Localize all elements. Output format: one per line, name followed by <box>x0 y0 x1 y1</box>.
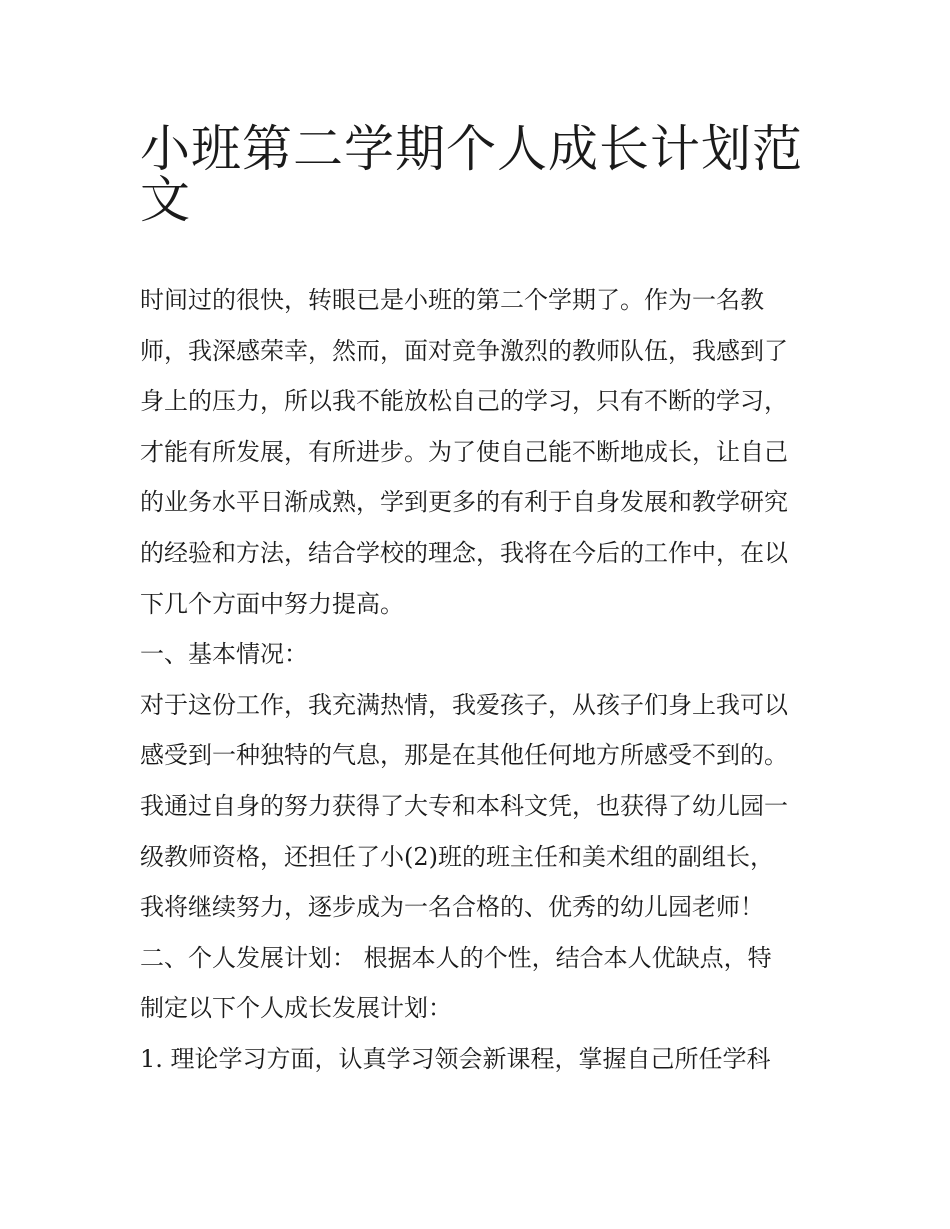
body-line: 级教师资格，还担任了小(2)班的班主任和美术组的副组长， <box>140 842 774 871</box>
body-line: 下几个方面中努力提高。 <box>140 589 404 618</box>
document-title <box>140 112 820 229</box>
body-line: 身上的压力，所以我不能放松自己的学习，只有不断的学习， <box>140 387 788 416</box>
title-line: 文 <box>140 170 191 229</box>
title-line: 小班第二学期个人成长计划范 <box>140 120 803 178</box>
body-line: 师，我深感荣幸，然而，面对竞争激烈的教师队伍，我感到了 <box>140 336 788 365</box>
body-line: 才能有所发展，有所进步。为了使自己能不断地成长，让自己 <box>140 437 788 466</box>
body-line: 时间过的很快，转眼已是小班的第二个学期了。作为一名教 <box>140 286 764 314</box>
document-body <box>140 275 820 1085</box>
body-line: 对于这份工作，我充满热情，我爱孩子，从孩子们身上我可以 <box>140 690 788 719</box>
body-line: 我将继续努力，逐步成为一名合格的、优秀的幼儿园老师！ <box>140 893 764 922</box>
section-heading: 一、基本情况： <box>140 640 308 669</box>
list-item: 1. 理论学习方面，认真学习领会新课程，掌握自己所任学科 <box>140 1044 771 1073</box>
section-heading: 二、个人发展计划： 根据本人的个性，结合本人优缺点，特 <box>140 943 772 972</box>
body-line: 的业务水平日渐成熟，学到更多的有利于自身发展和教学研究 <box>140 488 788 517</box>
body-line: 制定以下个人成长发展计划： <box>140 994 452 1023</box>
body-line: 感受到一种独特的气息，那是在其他任何地方所感受不到的。 <box>140 741 788 770</box>
body-line: 我通过自身的努力获得了大专和本科文凭，也获得了幼儿园一 <box>140 791 788 820</box>
body-line: 的经验和方法，结合学校的理念，我将在今后的工作中，在以 <box>140 538 788 567</box>
